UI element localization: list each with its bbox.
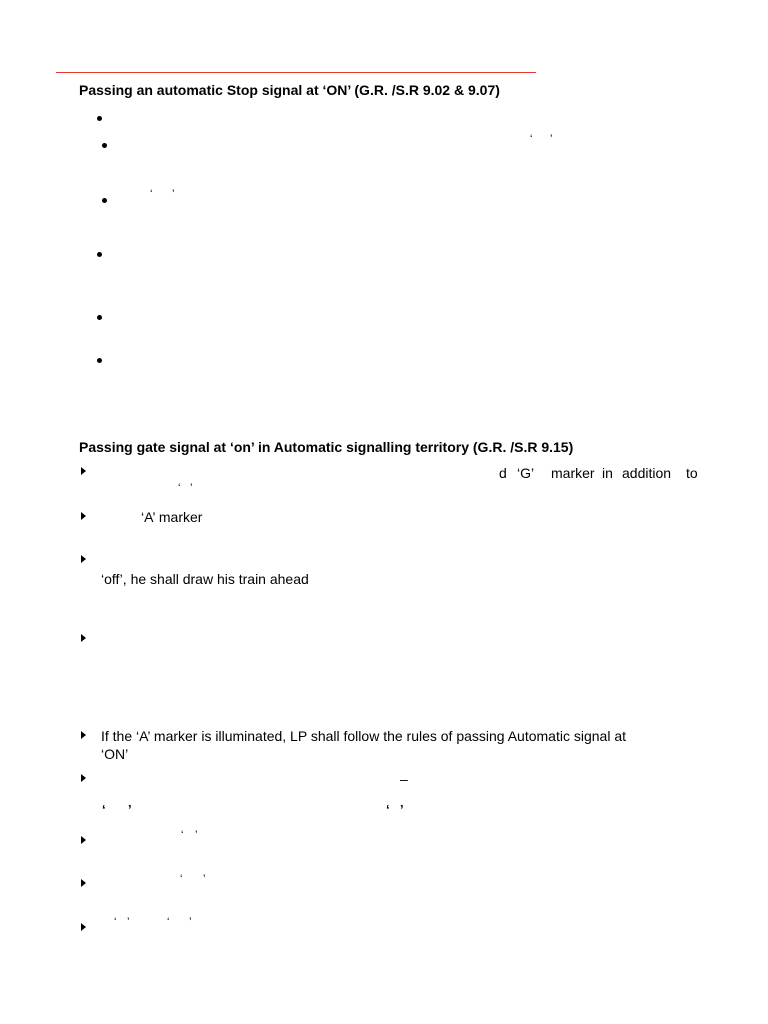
quote-mark: ’	[550, 133, 553, 145]
arrow-bullet-icon	[81, 555, 86, 563]
quote-mark: ’	[203, 873, 206, 885]
quote-mark: ’	[172, 188, 175, 200]
section-heading-gate-signal: Passing gate signal at ‘on’ in Automatic signalling territory (G.R. /S.R 9.15)	[79, 439, 574, 455]
arrow-bullet-icon	[81, 879, 86, 887]
body-text: ‘A’ marker	[141, 509, 203, 525]
quote-mark: ‘	[150, 188, 153, 200]
quote-mark: ‘	[114, 916, 117, 928]
bullet-dot	[97, 116, 102, 121]
arrow-bullet-icon	[81, 774, 86, 782]
arrow-bullet-icon	[81, 467, 86, 475]
body-text: in	[602, 465, 613, 481]
arrow-bullet-icon	[81, 923, 86, 931]
body-text: d	[499, 465, 507, 481]
body-text: ‘off’, he shall draw his train ahead	[101, 571, 309, 587]
quote-mark: ’	[189, 916, 192, 928]
bullet-dot	[102, 143, 107, 148]
dash: –	[400, 771, 408, 787]
bullet-dot	[102, 198, 107, 203]
quote-mark: ’	[195, 829, 198, 841]
quote-mark: ’	[127, 916, 130, 928]
body-text: to	[686, 465, 698, 481]
arrow-bullet-icon	[81, 512, 86, 520]
quote-mark: ’	[128, 802, 132, 817]
header-rule	[56, 72, 536, 73]
quote-mark: ‘	[530, 133, 533, 145]
quote-mark: ’	[400, 802, 404, 817]
quote-mark: ‘	[181, 829, 184, 841]
arrow-bullet-icon	[81, 836, 86, 844]
quote-mark: ‘	[178, 482, 181, 494]
body-text: addition	[622, 465, 672, 481]
body-text: ‘G’	[517, 465, 535, 481]
body-text: marker	[551, 465, 595, 481]
arrow-bullet-icon	[81, 731, 86, 739]
section-heading-automatic-stop: Passing an automatic Stop signal at ‘ON’ (G.R. /S.R 9.02 & 9.07)	[79, 82, 500, 98]
quote-mark: ‘	[386, 802, 390, 817]
bullet-dot	[97, 252, 102, 257]
bullet-dot	[97, 315, 102, 320]
bullet-dot	[97, 358, 102, 363]
quote-mark: ’	[190, 482, 193, 494]
body-text: If the ‘A’ marker is illuminated, LP shall follow the rules of passing Automatic signal at	[101, 728, 626, 744]
quote-mark: ‘	[167, 916, 170, 928]
arrow-bullet-icon	[81, 634, 86, 642]
quote-mark: ‘	[102, 802, 106, 817]
body-text: ‘ON’	[101, 746, 129, 762]
quote-mark: ‘	[180, 873, 183, 885]
